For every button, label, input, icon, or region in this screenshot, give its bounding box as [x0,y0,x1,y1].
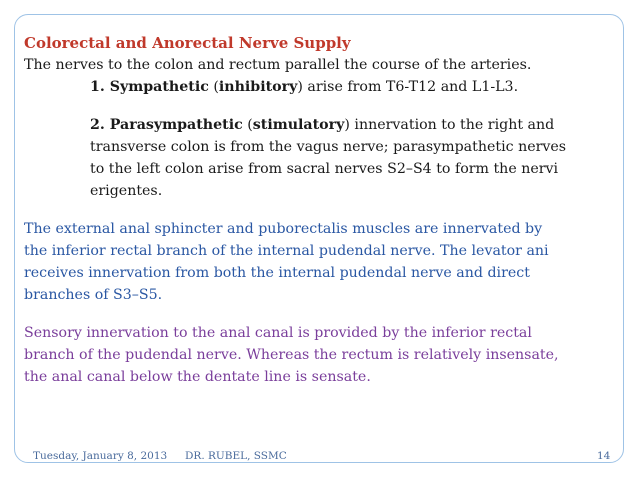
spacer [24,202,614,218]
item-parasympathetic-line3: to the left colon arise from sacral nerves S2–S4 to form the nervi [90,161,559,177]
paragraph-line: branches of S3–S5. [24,287,163,303]
item-parasympathetic-line4: erigentes. [90,183,163,199]
item-parasympathetic-line1: innervation to the right and [354,117,555,133]
paragraph-line: the anal canal below the dentate line is sensate. [24,369,371,385]
item-parasympathetic: 2. Parasympathetic (stimulatory) innervation to the right and transverse colon is from the vagus nerve; parasympathetic nerves to the left colon arise from sacral nerves S2–S4 to form the nervi erigentes. [90,117,567,199]
page-number: 14 [597,450,611,462]
item-sympathetic-text: arise from T6-T12 and L1-L3. [307,79,519,95]
paragraph-line: the inferior rectal branch of the internal pudendal nerve. The levator ani [24,243,549,259]
slide-content [24,32,614,388]
spacer [24,306,614,322]
footer-author: DR. RUBEL, SSMC [185,450,287,462]
paragraph-line: Sensory innervation to the anal canal is provided by the inferior rectal [24,325,532,341]
paragraph-line: branch of the pudendal nerve. Whereas the rectum is relatively insensate, [24,347,559,363]
spacer [24,98,614,114]
slide-title: Colorectal and Anorectal Nerve Supply [24,34,351,52]
item-parasympathetic-qualifier: stimulatory [252,117,345,133]
item-sympathetic-qualifier: inhibitory [218,79,298,95]
footer-date: Tuesday, January 8, 2013 [33,450,168,462]
sensory-innervation-paragraph [24,322,614,388]
item-sympathetic-label: 1. Sympathetic [90,79,209,95]
external-sphincter-paragraph [24,218,614,306]
item-parasympathetic-line2: transverse colon is from the vagus nerve; parasympathetic nerves [90,139,567,155]
item-sympathetic: 1. Sympathetic (inhibitory) arise from T6-T12 and L1-L3. [90,79,519,95]
intro-text: The nerves to the colon and rectum parallel the course of the arteries. [24,57,532,73]
paragraph-line: The external anal sphincter and puborectalis muscles are innervated by [24,221,543,237]
paragraph-line: receives innervation from both the internal pudendal nerve and direct [24,265,530,281]
item-parasympathetic-label: 2. Parasympathetic [90,117,243,133]
